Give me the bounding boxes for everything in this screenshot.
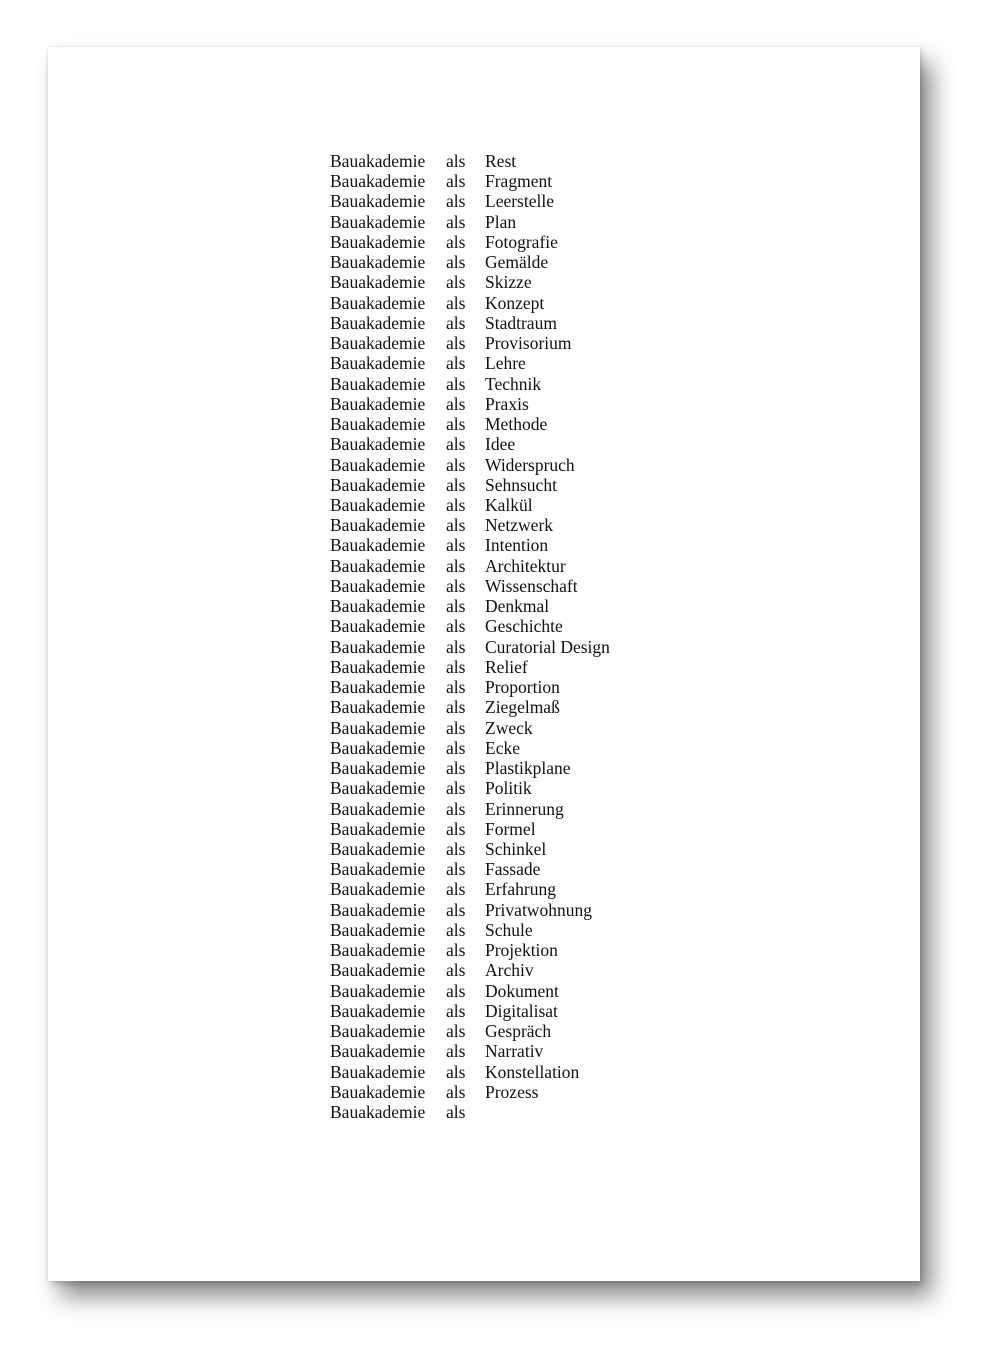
connector-text: als	[446, 494, 466, 515]
subject-text: Bauakademie	[330, 636, 426, 657]
list-item	[330, 475, 610, 495]
term-text: Kalkül	[485, 494, 533, 515]
list-item	[330, 637, 610, 657]
term-text: Skizze	[485, 272, 532, 293]
term-text: Prozess	[485, 1081, 539, 1102]
subject-text: Bauakademie	[330, 151, 426, 171]
subject-text: Bauakademie	[330, 454, 426, 475]
connector-text: als	[446, 414, 466, 435]
list-item	[330, 859, 610, 879]
connector-text: als	[446, 1021, 466, 1042]
connector-text: als	[446, 1061, 466, 1082]
list-item	[330, 616, 610, 636]
list-item	[330, 960, 610, 980]
list-item	[330, 434, 610, 454]
subject-text: Bauakademie	[330, 1041, 426, 1062]
connector-text: als	[446, 717, 466, 738]
connector-text: als	[446, 919, 466, 940]
list-item	[330, 272, 610, 292]
connector-text: als	[446, 292, 466, 313]
subject-text: Bauakademie	[330, 980, 426, 1001]
connector-text: als	[446, 697, 466, 718]
list-item	[330, 1041, 610, 1061]
connector-text: als	[446, 940, 466, 961]
subject-text: Bauakademie	[330, 333, 426, 354]
subject-text: Bauakademie	[330, 697, 426, 718]
connector-text: als	[446, 211, 466, 232]
connector-text: als	[446, 758, 466, 779]
list-item	[330, 1021, 610, 1041]
connector-text: als	[446, 515, 466, 536]
connector-text: als	[446, 555, 466, 576]
list-item	[330, 1001, 610, 1021]
term-text: Politik	[485, 778, 532, 799]
term-text: Erfahrung	[485, 879, 556, 900]
connector-text: als	[446, 353, 466, 374]
subject-text: Bauakademie	[330, 919, 426, 940]
term-text: Plan	[485, 211, 517, 232]
connector-text: als	[446, 535, 466, 556]
term-text: Ecke	[485, 737, 520, 758]
subject-text: Bauakademie	[330, 292, 426, 313]
connector-text: als	[446, 151, 466, 171]
connector-text: als	[446, 879, 466, 900]
list-item	[330, 839, 610, 859]
term-text: Fotografie	[485, 231, 558, 252]
term-text: Archiv	[485, 960, 534, 981]
subject-text: Bauakademie	[330, 1000, 426, 1021]
term-text: Stadtraum	[485, 312, 557, 333]
subject-text: Bauakademie	[330, 737, 426, 758]
term-text: Proportion	[485, 677, 560, 698]
subject-text: Bauakademie	[330, 1021, 426, 1042]
list-item	[330, 556, 610, 576]
connector-text: als	[446, 737, 466, 758]
subject-text: Bauakademie	[330, 434, 426, 455]
list-item	[330, 981, 610, 1001]
list-item	[330, 819, 610, 839]
connector-text: als	[446, 231, 466, 252]
connector-text: als	[446, 980, 466, 1001]
connector-text: als	[446, 596, 466, 617]
term-text: Formel	[485, 818, 536, 839]
list-item	[330, 1082, 610, 1102]
connector-text: als	[446, 1102, 466, 1123]
list-item	[330, 758, 610, 778]
term-text: Plastikplane	[485, 758, 571, 779]
subject-text: Bauakademie	[330, 575, 426, 596]
term-text: Gespräch	[485, 1021, 552, 1042]
subject-text: Bauakademie	[330, 1061, 426, 1082]
connector-text: als	[446, 1041, 466, 1062]
connector-text: als	[446, 312, 466, 333]
connector-text: als	[446, 838, 466, 859]
subject-text: Bauakademie	[330, 818, 426, 839]
subject-text: Bauakademie	[330, 535, 426, 556]
term-text: Ziegelmaß	[485, 697, 560, 718]
list-item	[330, 191, 610, 211]
subject-text: Bauakademie	[330, 555, 426, 576]
subject-text: Bauakademie	[330, 1081, 426, 1102]
list-item	[330, 313, 610, 333]
subject-text: Bauakademie	[330, 373, 426, 394]
subject-text: Bauakademie	[330, 211, 426, 232]
subject-text: Bauakademie	[330, 1102, 426, 1123]
term-text: Leerstelle	[485, 191, 554, 212]
list-item	[330, 455, 610, 475]
connector-text: als	[446, 1081, 466, 1102]
list-item	[330, 596, 610, 616]
list-item	[330, 394, 610, 414]
term-text: Relief	[485, 656, 528, 677]
list-item	[330, 293, 610, 313]
subject-text: Bauakademie	[330, 494, 426, 515]
term-text: Idee	[485, 434, 516, 455]
subject-text: Bauakademie	[330, 596, 426, 617]
connector-text: als	[446, 373, 466, 394]
list-item	[330, 1102, 610, 1122]
term-text: Methode	[485, 414, 548, 435]
term-text: Sehnsucht	[485, 474, 557, 495]
subject-text: Bauakademie	[330, 940, 426, 961]
list-item	[330, 920, 610, 940]
list-item	[330, 495, 610, 515]
list-item	[330, 515, 610, 535]
term-text: Schinkel	[485, 838, 547, 859]
connector-text: als	[446, 818, 466, 839]
term-text: Konzept	[485, 292, 545, 313]
subject-text: Bauakademie	[330, 414, 426, 435]
connector-text: als	[446, 616, 466, 637]
list-item	[330, 778, 610, 798]
subject-text: Bauakademie	[330, 798, 426, 819]
term-text: Curatorial Design	[485, 636, 610, 657]
list-item	[330, 900, 610, 920]
connector-text: als	[446, 960, 466, 981]
subject-text: Bauakademie	[330, 677, 426, 698]
subject-text: Bauakademie	[330, 758, 426, 779]
connector-text: als	[446, 393, 466, 414]
connector-text: als	[446, 778, 466, 799]
list-item	[330, 738, 610, 758]
term-text: Architektur	[485, 555, 566, 576]
list-item	[330, 677, 610, 697]
connector-text: als	[446, 677, 466, 698]
subject-text: Bauakademie	[330, 191, 426, 212]
term-text: Erinnerung	[485, 798, 564, 819]
connector-text: als	[446, 333, 466, 354]
subject-text: Bauakademie	[330, 656, 426, 677]
subject-text: Bauakademie	[330, 717, 426, 738]
list-item	[330, 940, 610, 960]
subject-text: Bauakademie	[330, 879, 426, 900]
list-item	[330, 657, 610, 677]
term-text: Technik	[485, 373, 542, 394]
term-text: Provisorium	[485, 333, 572, 354]
term-text: Intention	[485, 535, 549, 556]
connector-text: als	[446, 272, 466, 293]
list-item	[330, 171, 610, 191]
list-item	[330, 232, 610, 252]
subject-text: Bauakademie	[330, 272, 426, 293]
list-item	[330, 212, 610, 232]
connector-text: als	[446, 171, 466, 192]
term-text: Geschichte	[485, 616, 563, 637]
list-item	[330, 799, 610, 819]
term-text: Praxis	[485, 393, 529, 414]
subject-text: Bauakademie	[330, 515, 426, 536]
list-item	[330, 333, 610, 353]
subject-text: Bauakademie	[330, 252, 426, 273]
connector-text: als	[446, 636, 466, 657]
connector-text: als	[446, 474, 466, 495]
list-item	[330, 718, 610, 738]
term-text: Fassade	[485, 859, 541, 880]
term-text: Wissenschaft	[485, 575, 578, 596]
subject-text: Bauakademie	[330, 312, 426, 333]
list-item	[330, 697, 610, 717]
connector-text: als	[446, 656, 466, 677]
list-item	[330, 252, 610, 272]
term-text: Dokument	[485, 980, 559, 1001]
term-text: Digitalisat	[485, 1000, 558, 1021]
connector-text: als	[446, 859, 466, 880]
subject-text: Bauakademie	[330, 171, 426, 192]
subject-text: Bauakademie	[330, 960, 426, 981]
connector-text: als	[446, 191, 466, 212]
term-text: Zweck	[485, 717, 533, 738]
subject-text: Bauakademie	[330, 474, 426, 495]
term-text: Konstellation	[485, 1061, 580, 1082]
list-item	[330, 414, 610, 434]
subject-text: Bauakademie	[330, 393, 426, 414]
subject-text: Bauakademie	[330, 859, 426, 880]
list-item	[330, 1062, 610, 1082]
term-text: Widerspruch	[485, 454, 575, 475]
subject-text: Bauakademie	[330, 231, 426, 252]
term-text: Denkmal	[485, 596, 550, 617]
subject-text: Bauakademie	[330, 616, 426, 637]
connector-text: als	[446, 434, 466, 455]
connector-text: als	[446, 252, 466, 273]
term-text: Projektion	[485, 940, 558, 961]
list-item	[330, 374, 610, 394]
document-page	[48, 47, 920, 1281]
connector-text: als	[446, 1000, 466, 1021]
subject-text: Bauakademie	[330, 838, 426, 859]
connector-text: als	[446, 798, 466, 819]
term-text: Narrativ	[485, 1041, 544, 1062]
list-item	[330, 151, 610, 171]
list-item	[330, 879, 610, 899]
list-item	[330, 353, 610, 373]
connector-text: als	[446, 575, 466, 596]
connector-text: als	[446, 454, 466, 475]
subject-text: Bauakademie	[330, 778, 426, 799]
term-text: Privatwohnung	[485, 899, 592, 920]
term-text: Rest	[485, 151, 517, 171]
list-item	[330, 535, 610, 555]
list-item	[330, 576, 610, 596]
subject-text: Bauakademie	[330, 353, 426, 374]
term-text: Schule	[485, 919, 533, 940]
term-text: Fragment	[485, 171, 553, 192]
term-text: Gemälde	[485, 252, 549, 273]
term-list	[330, 151, 610, 1122]
term-text: Lehre	[485, 353, 526, 374]
term-text: Netzwerk	[485, 515, 554, 536]
connector-text: als	[446, 899, 466, 920]
subject-text: Bauakademie	[330, 899, 426, 920]
